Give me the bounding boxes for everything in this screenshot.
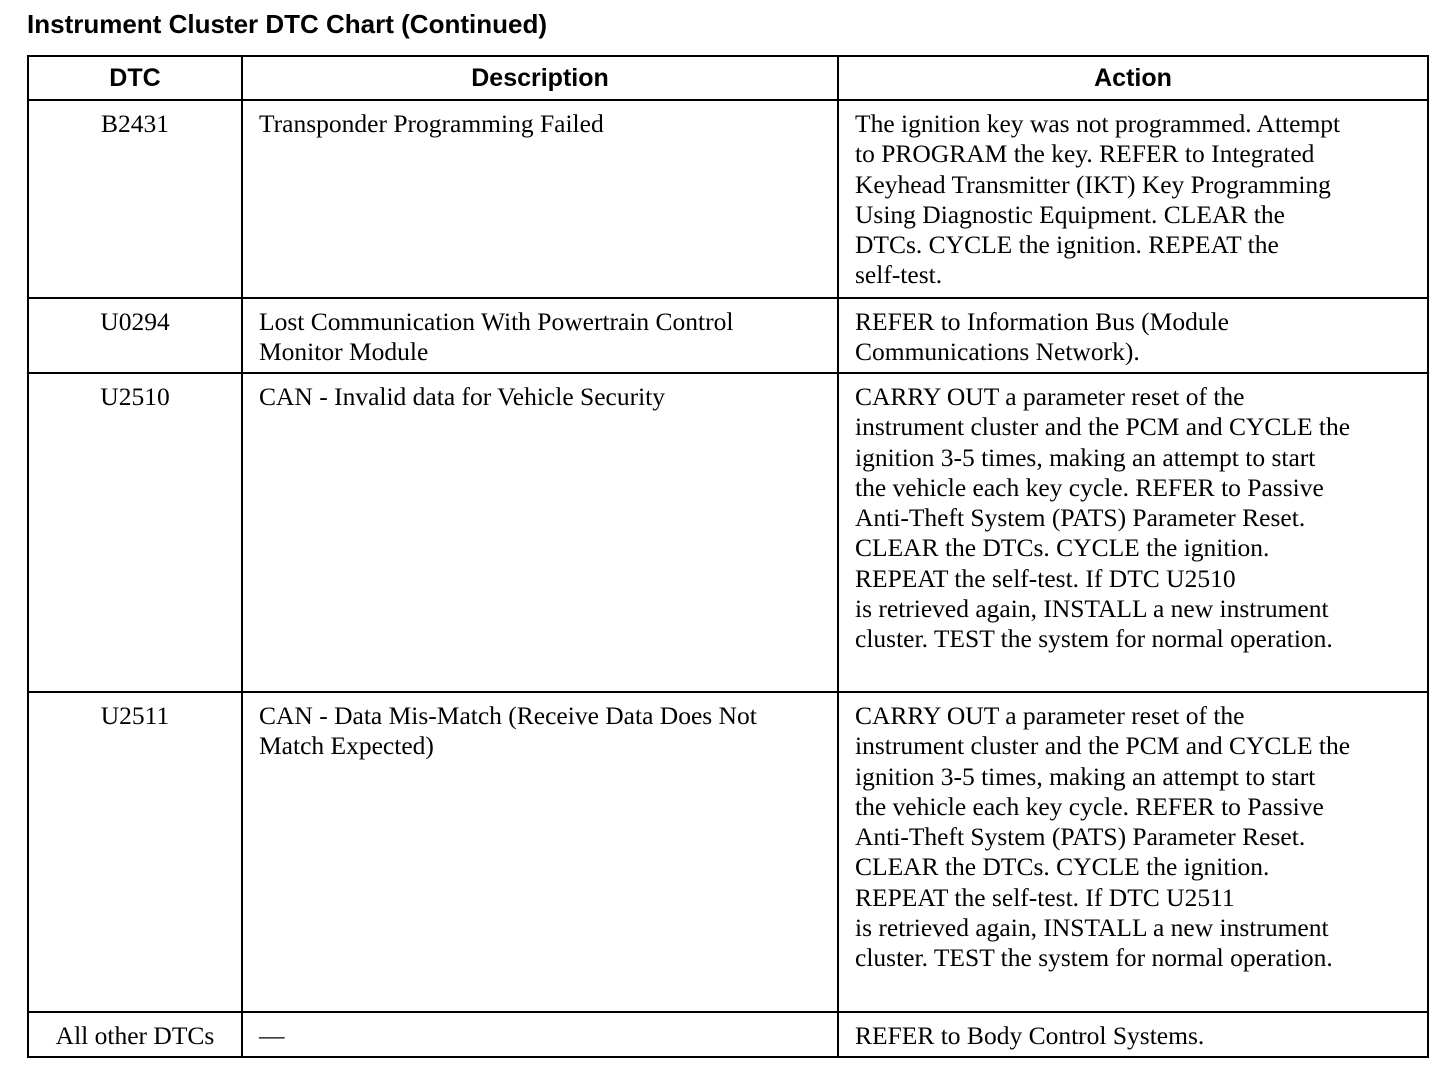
- table-row: [28, 1012, 1428, 1057]
- dtc-code: U2511: [28, 692, 242, 1012]
- dtc-action: [838, 373, 1428, 692]
- table-row: [28, 298, 1428, 373]
- dtc-action: [838, 298, 1428, 373]
- description-line: CAN - Data Mis-Match (Receive Data Does Not: [259, 701, 757, 730]
- action-line: CLEAR the DTCs. CYCLE the ignition.: [855, 533, 1270, 563]
- dtc-code: U2510: [28, 373, 242, 692]
- action-line: REPEAT the self-test. If DTC U2511: [855, 882, 1235, 912]
- table-header-row: [28, 56, 1428, 100]
- table-row: [28, 692, 1428, 1012]
- description-line: Transponder Programming Failed: [259, 109, 604, 138]
- action-line: instrument cluster and the PCM and CYCLE the: [855, 731, 1351, 761]
- page-title: Instrument Cluster DTC Chart (Continued): [27, 9, 547, 39]
- action-line: ignition 3-5 times, making an attempt to start: [855, 442, 1316, 472]
- action-line: cluster. TEST the system for normal operation.: [855, 943, 1333, 973]
- action-line: REFER to Information Bus (Module: [855, 307, 1229, 336]
- action-line: Communications Network).: [855, 337, 1140, 367]
- action-line: CLEAR the DTCs. CYCLE the ignition.: [855, 852, 1270, 882]
- dtc-code: All other DTCs: [28, 1012, 242, 1057]
- action-line: Anti-Theft System (PATS) Parameter Reset.: [855, 822, 1306, 852]
- table-row: [28, 373, 1428, 692]
- table-row: [28, 100, 1428, 298]
- action-line: self-test.: [855, 260, 943, 290]
- action-line: the vehicle each key cycle. REFER to Passive: [855, 791, 1324, 821]
- description-line: Match Expected): [259, 731, 434, 761]
- action-line: CARRY OUT a parameter reset of the: [855, 701, 1245, 730]
- dtc-action: [838, 692, 1428, 1012]
- dtc-code: U0294: [28, 298, 242, 373]
- action-line: DTCs. CYCLE the ignition. REPEAT the: [855, 230, 1279, 260]
- header-description: Description: [242, 56, 838, 100]
- dtc-description: [242, 373, 838, 692]
- action-line: REPEAT the self-test. If DTC U2510: [855, 563, 1236, 593]
- action-line: cluster. TEST the system for normal operation.: [855, 624, 1333, 654]
- action-line: Using Diagnostic Equipment. CLEAR the: [855, 199, 1285, 229]
- dtc-description: [242, 298, 838, 373]
- action-line: is retrieved again, INSTALL a new instrument: [855, 913, 1329, 943]
- dtc-action: [838, 1012, 1428, 1057]
- action-line: The ignition key was not programmed. Attempt: [855, 109, 1341, 138]
- dtc-code: B2431: [28, 100, 242, 298]
- action-line: the vehicle each key cycle. REFER to Passive: [855, 472, 1324, 502]
- action-line: instrument cluster and the PCM and CYCLE the: [855, 412, 1351, 442]
- dtc-description: [242, 692, 838, 1012]
- dtc-action: [838, 100, 1428, 298]
- dtc-description: [242, 100, 838, 298]
- dtc-description: [242, 1012, 838, 1057]
- action-line: ignition 3-5 times, making an attempt to start: [855, 761, 1316, 791]
- description-line: —: [259, 1021, 285, 1050]
- action-line: is retrieved again, INSTALL a new instrument: [855, 594, 1329, 624]
- description-line: Lost Communication With Powertrain Control: [259, 307, 734, 336]
- action-line: Anti-Theft System (PATS) Parameter Reset.: [855, 503, 1306, 533]
- action-line: to PROGRAM the key. REFER to Integrated: [855, 139, 1315, 169]
- action-line: REFER to Body Control Systems.: [855, 1021, 1205, 1050]
- action-line: Keyhead Transmitter (IKT) Key Programming: [855, 169, 1331, 199]
- action-line: CARRY OUT a parameter reset of the: [855, 382, 1245, 411]
- header-action: Action: [838, 56, 1428, 100]
- dtc-chart-table: [27, 55, 1429, 1058]
- description-line: CAN - Invalid data for Vehicle Security: [259, 382, 665, 411]
- header-dtc: DTC: [28, 56, 242, 100]
- description-line: Monitor Module: [259, 337, 429, 367]
